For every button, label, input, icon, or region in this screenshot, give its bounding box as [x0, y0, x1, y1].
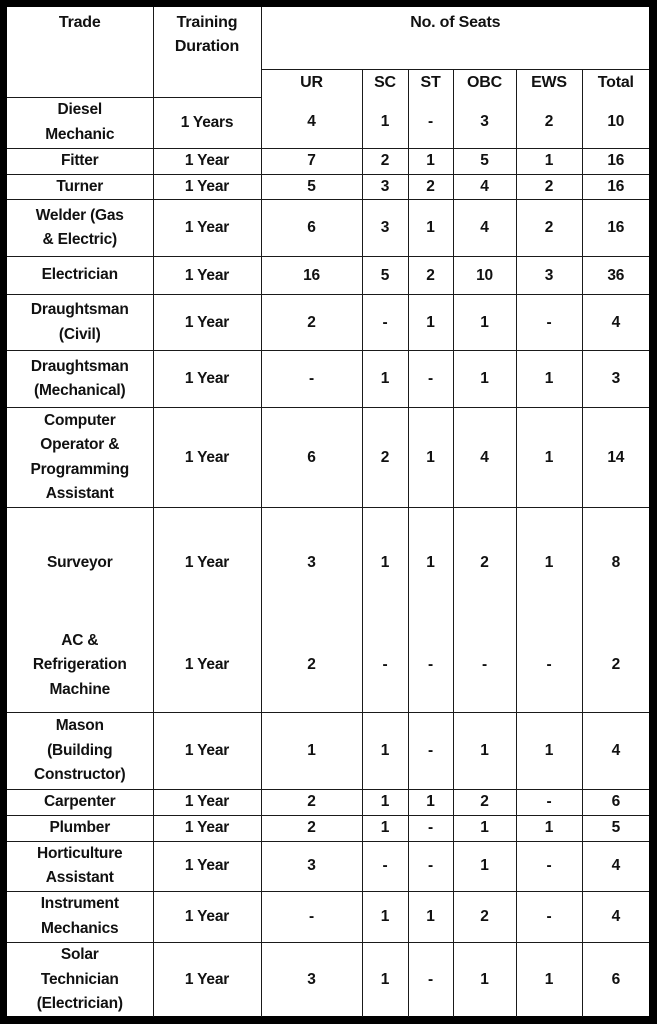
- cell-ur: 4: [261, 97, 362, 148]
- cell-ews: 2: [516, 174, 582, 200]
- cell-trade: [7, 790, 153, 816]
- cell-duration: 1 Year: [153, 713, 261, 790]
- cell-duration: 1 Year: [153, 295, 261, 351]
- trade-name-line: Draughtsman: [30, 301, 129, 318]
- trade-name-line: Solar: [60, 946, 99, 963]
- cell-total: 16: [582, 200, 649, 257]
- cell-obc: 4: [453, 408, 516, 508]
- cell-trade: [7, 942, 153, 1017]
- cell-sc: 1: [362, 508, 408, 619]
- cell-obc: 2: [453, 508, 516, 619]
- cell-ur: -: [261, 351, 362, 408]
- cell-ews: 1: [516, 148, 582, 174]
- cell-ews: 1: [516, 942, 582, 1017]
- cell-ur: 7: [261, 148, 362, 174]
- cell-obc: 2: [453, 891, 516, 942]
- cell-duration: 1 Year: [153, 408, 261, 508]
- header-total: Total: [582, 69, 649, 97]
- cell-total: 3: [582, 351, 649, 408]
- cell-obc: -: [453, 619, 516, 713]
- cell-trade: [7, 508, 153, 619]
- trade-name-line: AC &: [61, 631, 99, 649]
- cell-total: 16: [582, 148, 649, 174]
- cell-obc: 10: [453, 257, 516, 295]
- cell-st: -: [408, 841, 453, 891]
- cell-obc: 4: [453, 174, 516, 200]
- table-row: [7, 891, 649, 942]
- trade-name-line: Welder (Gas: [35, 206, 124, 224]
- cell-sc: 1: [362, 351, 408, 408]
- table-row: [7, 815, 649, 841]
- trade-name-line: Assistant: [45, 485, 114, 502]
- cell-duration: 1 Year: [153, 790, 261, 816]
- trade-name-line: Instrument: [40, 895, 119, 912]
- cell-total: 4: [582, 295, 649, 351]
- cell-obc: 1: [453, 351, 516, 408]
- cell-duration: 1 Year: [153, 174, 261, 200]
- cell-sc: 3: [362, 174, 408, 200]
- cell-st: 1: [408, 200, 453, 257]
- cell-trade: [7, 891, 153, 942]
- cell-sc: 5: [362, 257, 408, 295]
- cell-trade: [7, 713, 153, 790]
- cell-duration: 1 Year: [153, 815, 261, 841]
- header-sc: SC: [362, 69, 408, 97]
- cell-ews: 1: [516, 815, 582, 841]
- cell-trade: [7, 295, 153, 351]
- cell-sc: 1: [362, 891, 408, 942]
- cell-ews: -: [516, 790, 582, 816]
- header-ews: EWS: [516, 69, 582, 97]
- cell-st: 2: [408, 257, 453, 295]
- trade-name-line: & Electric): [42, 231, 117, 248]
- header-duration-line1: Training: [176, 14, 238, 31]
- cell-trade: [7, 257, 153, 295]
- trade-name-line: Plumber: [49, 818, 111, 836]
- table-row: [7, 841, 649, 891]
- cell-ews: 1: [516, 351, 582, 408]
- trade-name-line: Mason: [55, 717, 104, 735]
- cell-ur: 6: [261, 200, 362, 257]
- cell-trade: [7, 841, 153, 891]
- header-duration-line2: Duration: [174, 38, 240, 55]
- cell-obc: 1: [453, 713, 516, 790]
- cell-ur: 2: [261, 295, 362, 351]
- trade-name-line: Mechanics: [41, 919, 119, 937]
- trade-name-line: (Electrician): [36, 995, 123, 1012]
- cell-ur: 5: [261, 174, 362, 200]
- trade-name-line: Operator &: [40, 436, 120, 453]
- cell-duration: 1 Year: [153, 257, 261, 295]
- cell-obc: 1: [453, 815, 516, 841]
- trade-name-line: Carpenter: [44, 793, 116, 810]
- cell-sc: 2: [362, 408, 408, 508]
- cell-duration: 1 Year: [153, 508, 261, 619]
- header-no-of-seats: [261, 7, 649, 69]
- cell-ur: 2: [261, 790, 362, 816]
- trade-name-line: Mechanic: [45, 125, 115, 143]
- trade-name-line: Computer: [43, 411, 116, 429]
- table-row: [7, 174, 649, 200]
- cell-duration: 1 Years: [153, 97, 261, 148]
- cell-total: 6: [582, 942, 649, 1017]
- cell-ews: 1: [516, 713, 582, 790]
- cell-total: 4: [582, 841, 649, 891]
- cell-ur: 16: [261, 257, 362, 295]
- cell-sc: 1: [362, 815, 408, 841]
- trade-name-line: Horticulture: [37, 844, 123, 862]
- cell-st: 2: [408, 174, 453, 200]
- header-st: ST: [408, 69, 453, 97]
- cell-obc: 4: [453, 200, 516, 257]
- trade-name-line: Turner: [56, 177, 104, 195]
- cell-ews: -: [516, 841, 582, 891]
- cell-sc: -: [362, 841, 408, 891]
- table-row: [7, 148, 649, 174]
- cell-trade: [7, 148, 153, 174]
- cell-duration: 1 Year: [153, 200, 261, 257]
- trade-name-line: Surveyor: [46, 554, 113, 571]
- table-row: [7, 351, 649, 408]
- trade-name-line: Machine: [49, 680, 111, 698]
- cell-obc: 2: [453, 790, 516, 816]
- cell-duration: 1 Year: [153, 351, 261, 408]
- cell-ews: 1: [516, 508, 582, 619]
- cell-st: 1: [408, 295, 453, 351]
- trade-name-line: (Building: [47, 741, 113, 759]
- cell-ur: 6: [261, 408, 362, 508]
- cell-ews: -: [516, 891, 582, 942]
- cell-ur: 2: [261, 815, 362, 841]
- trade-name-line: Technician: [40, 970, 119, 988]
- table-body: [7, 97, 649, 1017]
- document-page: [7, 7, 649, 1016]
- cell-ur: 1: [261, 713, 362, 790]
- trade-name-line: Constructor): [34, 766, 126, 784]
- cell-trade: [7, 97, 153, 148]
- cell-ur: -: [261, 891, 362, 942]
- cell-st: -: [408, 97, 453, 148]
- cell-ews: -: [516, 295, 582, 351]
- cell-duration: 1 Year: [153, 891, 261, 942]
- trade-name-line: Refrigeration: [32, 656, 127, 673]
- cell-st: 1: [408, 508, 453, 619]
- trade-name-line: Draughtsman: [30, 357, 129, 375]
- table-row: [7, 295, 649, 351]
- cell-duration: 1 Year: [153, 619, 261, 713]
- cell-st: -: [408, 713, 453, 790]
- cell-st: 1: [408, 891, 453, 942]
- table-row: [7, 942, 649, 1017]
- table-row: [7, 97, 649, 148]
- cell-sc: 3: [362, 200, 408, 257]
- cell-trade: [7, 815, 153, 841]
- cell-total: 36: [582, 257, 649, 295]
- cell-sc: 1: [362, 790, 408, 816]
- cell-obc: 3: [453, 97, 516, 148]
- trade-name-line: Fitter: [60, 151, 99, 169]
- cell-ews: 2: [516, 97, 582, 148]
- cell-trade: [7, 174, 153, 200]
- cell-duration: 1 Year: [153, 841, 261, 891]
- cell-sc: 1: [362, 713, 408, 790]
- cell-total: 5: [582, 815, 649, 841]
- cell-total: 4: [582, 891, 649, 942]
- header-seats-label: No. of Seats: [410, 14, 501, 31]
- table-row: [7, 257, 649, 295]
- cell-total: 4: [582, 713, 649, 790]
- header-trade: [7, 7, 153, 97]
- cell-total: 6: [582, 790, 649, 816]
- table-row: [7, 508, 649, 619]
- cell-total: 2: [582, 619, 649, 713]
- cell-ews: -: [516, 619, 582, 713]
- cell-total: 10: [582, 97, 649, 148]
- cell-total: 16: [582, 174, 649, 200]
- cell-duration: 1 Year: [153, 148, 261, 174]
- cell-ews: 3: [516, 257, 582, 295]
- cell-st: 1: [408, 148, 453, 174]
- cell-st: -: [408, 942, 453, 1017]
- header-ur: UR: [261, 69, 362, 97]
- header-trade-label: Trade: [58, 14, 101, 31]
- cell-sc: 2: [362, 148, 408, 174]
- cell-st: -: [408, 619, 453, 713]
- cell-ews: 2: [516, 200, 582, 257]
- cell-sc: 1: [362, 942, 408, 1017]
- cell-st: 1: [408, 408, 453, 508]
- seats-table: [7, 7, 649, 1017]
- cell-st: -: [408, 815, 453, 841]
- cell-obc: 1: [453, 841, 516, 891]
- table-row: [7, 619, 649, 713]
- table-row: [7, 200, 649, 257]
- cell-obc: 5: [453, 148, 516, 174]
- trade-name-line: Programming: [30, 460, 130, 478]
- cell-trade: [7, 408, 153, 508]
- trade-name-line: (Mechanical): [34, 382, 126, 399]
- header-training-duration: [153, 7, 261, 97]
- cell-ur: 3: [261, 508, 362, 619]
- trade-name-line: (Civil): [58, 325, 101, 343]
- table-row: [7, 408, 649, 508]
- cell-ur: 2: [261, 619, 362, 713]
- cell-obc: 1: [453, 295, 516, 351]
- table-row: [7, 713, 649, 790]
- trade-name-line: Electrician: [41, 266, 118, 284]
- table-row: [7, 790, 649, 816]
- cell-st: 1: [408, 790, 453, 816]
- cell-st: -: [408, 351, 453, 408]
- cell-trade: [7, 619, 153, 713]
- cell-trade: [7, 200, 153, 257]
- header-obc: OBC: [453, 69, 516, 97]
- cell-sc: -: [362, 619, 408, 713]
- cell-trade: [7, 351, 153, 408]
- cell-total: 14: [582, 408, 649, 508]
- trade-name-line: Assistant: [45, 869, 114, 886]
- trade-name-line: Diesel: [57, 101, 102, 118]
- cell-ur: 3: [261, 841, 362, 891]
- cell-total: 8: [582, 508, 649, 619]
- cell-ews: 1: [516, 408, 582, 508]
- cell-sc: 1: [362, 97, 408, 148]
- cell-ur: 3: [261, 942, 362, 1017]
- cell-obc: 1: [453, 942, 516, 1017]
- cell-duration: 1 Year: [153, 942, 261, 1017]
- cell-sc: -: [362, 295, 408, 351]
